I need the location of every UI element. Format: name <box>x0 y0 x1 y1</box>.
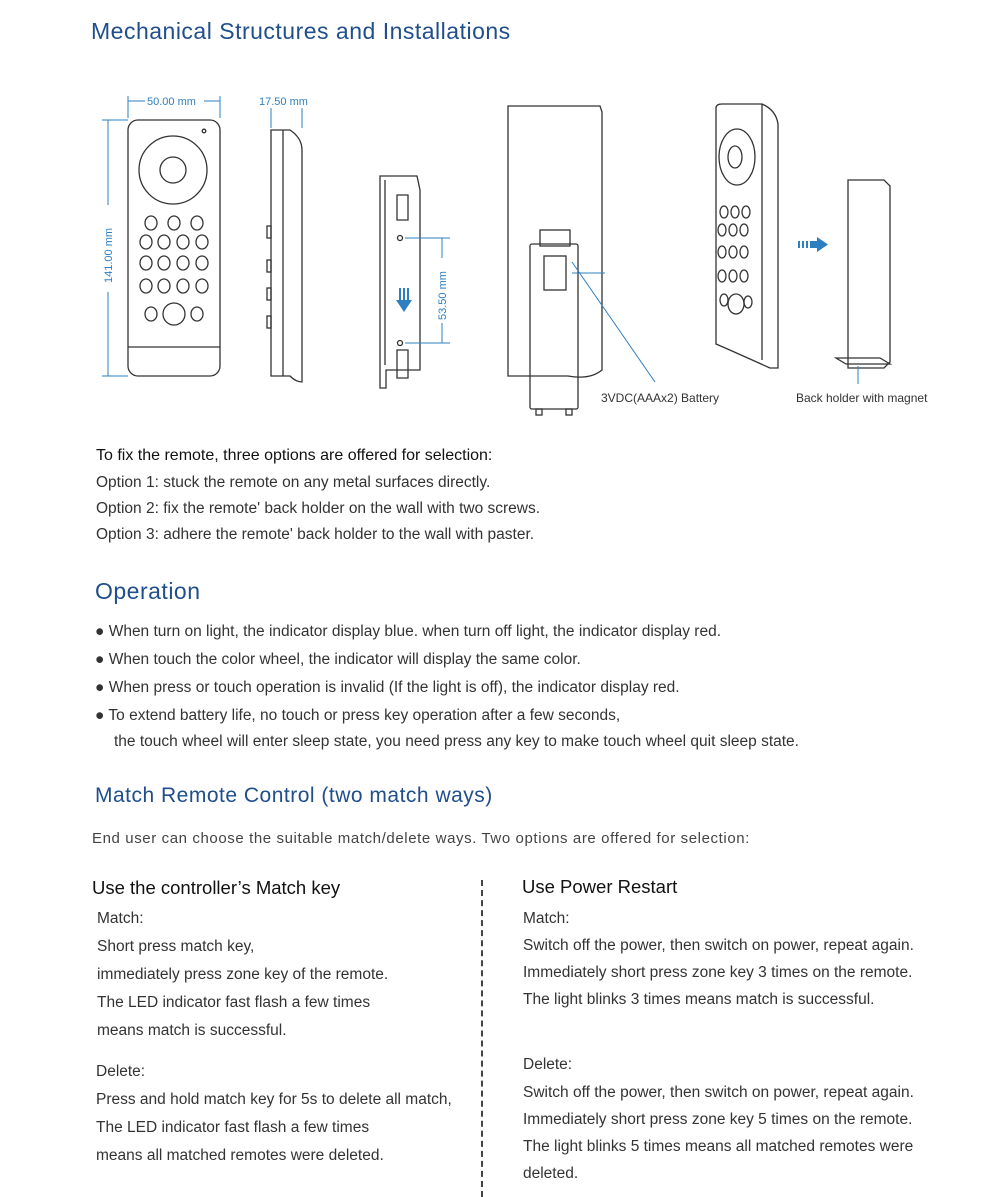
right-match-label: Match: <box>523 910 570 927</box>
remote-perspective <box>716 104 778 368</box>
left-match-line-3: The LED indicator fast flash a few times <box>97 994 371 1011</box>
operation-item-2 <box>95 651 581 669</box>
dim-depth-label: 17.50 mm <box>259 96 308 108</box>
remote-front-body <box>128 120 220 376</box>
dim-height-label: 141.00 mm <box>103 227 115 283</box>
holder-label: Back holder with magnet <box>796 391 928 405</box>
bullet-icon: ● <box>95 707 105 724</box>
right-match-line-2: Immediately short press zone key 3 times on the remote. <box>523 964 913 981</box>
dim-width-label: 50.00 mm <box>147 96 196 108</box>
bullet-icon: ● <box>95 679 105 696</box>
left-match-label: Match: <box>97 910 144 927</box>
right-delete-label: Delete: <box>523 1056 573 1073</box>
operation-item-4 <box>95 707 620 725</box>
right-delete-line-3: The light blinks 5 times means all matched remotes were <box>523 1138 914 1155</box>
battery-label: 3VDC(AAAx2) Battery <box>601 391 720 405</box>
operation-item-3 <box>95 679 680 697</box>
fix-option-2: Option 2: fix the remote' back holder on the wall with two screws. <box>96 500 541 517</box>
right-delete-line-4: deleted. <box>523 1165 579 1182</box>
section-title-match: Match Remote Control (two match ways) <box>95 784 493 807</box>
left-match-line-4: means match is successful. <box>97 1022 287 1039</box>
left-delete-line-1: Press and hold match key for 5s to delete all match, <box>96 1091 452 1108</box>
column-divider <box>481 880 483 1197</box>
operation-item-1 <box>95 623 721 641</box>
operation-item-text: When turn on light, the indicator display blue. when turn off light, the indicator display red. <box>108 623 722 640</box>
slide-right-arrow-icon <box>798 237 828 252</box>
remote-battery-view <box>508 106 602 377</box>
right-match-line-3: The light blinks 3 times means match is successful. <box>523 991 875 1008</box>
wheel-center-button <box>160 157 186 183</box>
bullet-icon: ● <box>95 623 105 640</box>
left-match-line-2: immediately press zone key of the remote. <box>97 966 389 983</box>
magnet-holder <box>848 180 890 368</box>
operation-item-text: When press or touch operation is invalid (If the light is off), the indicator display red. <box>108 679 680 696</box>
match-intro: End user can choose the suitable match/delete ways. Two options are offered for selection: <box>92 830 750 847</box>
mechanical-diagram <box>0 80 1000 420</box>
back-holder-part <box>380 176 420 388</box>
remote-side-body <box>271 130 302 382</box>
operation-item-text: To extend battery life, no touch or press key operation after a few seconds, <box>108 707 621 724</box>
left-delete-line-3: means all matched remotes were deleted. <box>96 1147 384 1164</box>
section-title-mechanical: Mechanical Structures and Installations <box>91 18 511 44</box>
dim-screw-label: 53.50 mm <box>437 271 449 320</box>
operation-item-text: When touch the color wheel, the indicator will display the same color. <box>108 651 581 668</box>
right-delete-line-2: Immediately short press zone key 5 times on the remote. <box>523 1111 913 1128</box>
fix-intro: To fix the remote, three options are offered for selection: <box>96 447 493 464</box>
left-match-line-1: Short press match key, <box>97 938 255 955</box>
bullet-icon: ● <box>95 651 105 668</box>
right-delete-line-1: Switch off the power, then switch on power, repeat again. <box>523 1084 914 1101</box>
fix-option-3: Option 3: adhere the remote' back holder to the wall with paster. <box>96 526 535 543</box>
operation-item-4-continued: the touch wheel will enter sleep state, you need press any key to make touch wheel quit sleep state. <box>114 733 799 750</box>
section-title-operation: Operation <box>95 578 201 604</box>
color-wheel <box>139 136 207 204</box>
slide-down-arrow-icon <box>396 288 412 312</box>
right-column-heading: Use Power Restart <box>522 876 678 897</box>
left-delete-label: Delete: <box>96 1063 146 1080</box>
right-match-line-1: Switch off the power, then switch on power, repeat again. <box>523 937 914 954</box>
left-delete-line-2: The LED indicator fast flash a few times <box>96 1119 370 1136</box>
left-column-heading: Use the controller’s Match key <box>92 877 341 898</box>
fix-option-1: Option 1: stuck the remote on any metal surfaces directly. <box>96 474 491 491</box>
